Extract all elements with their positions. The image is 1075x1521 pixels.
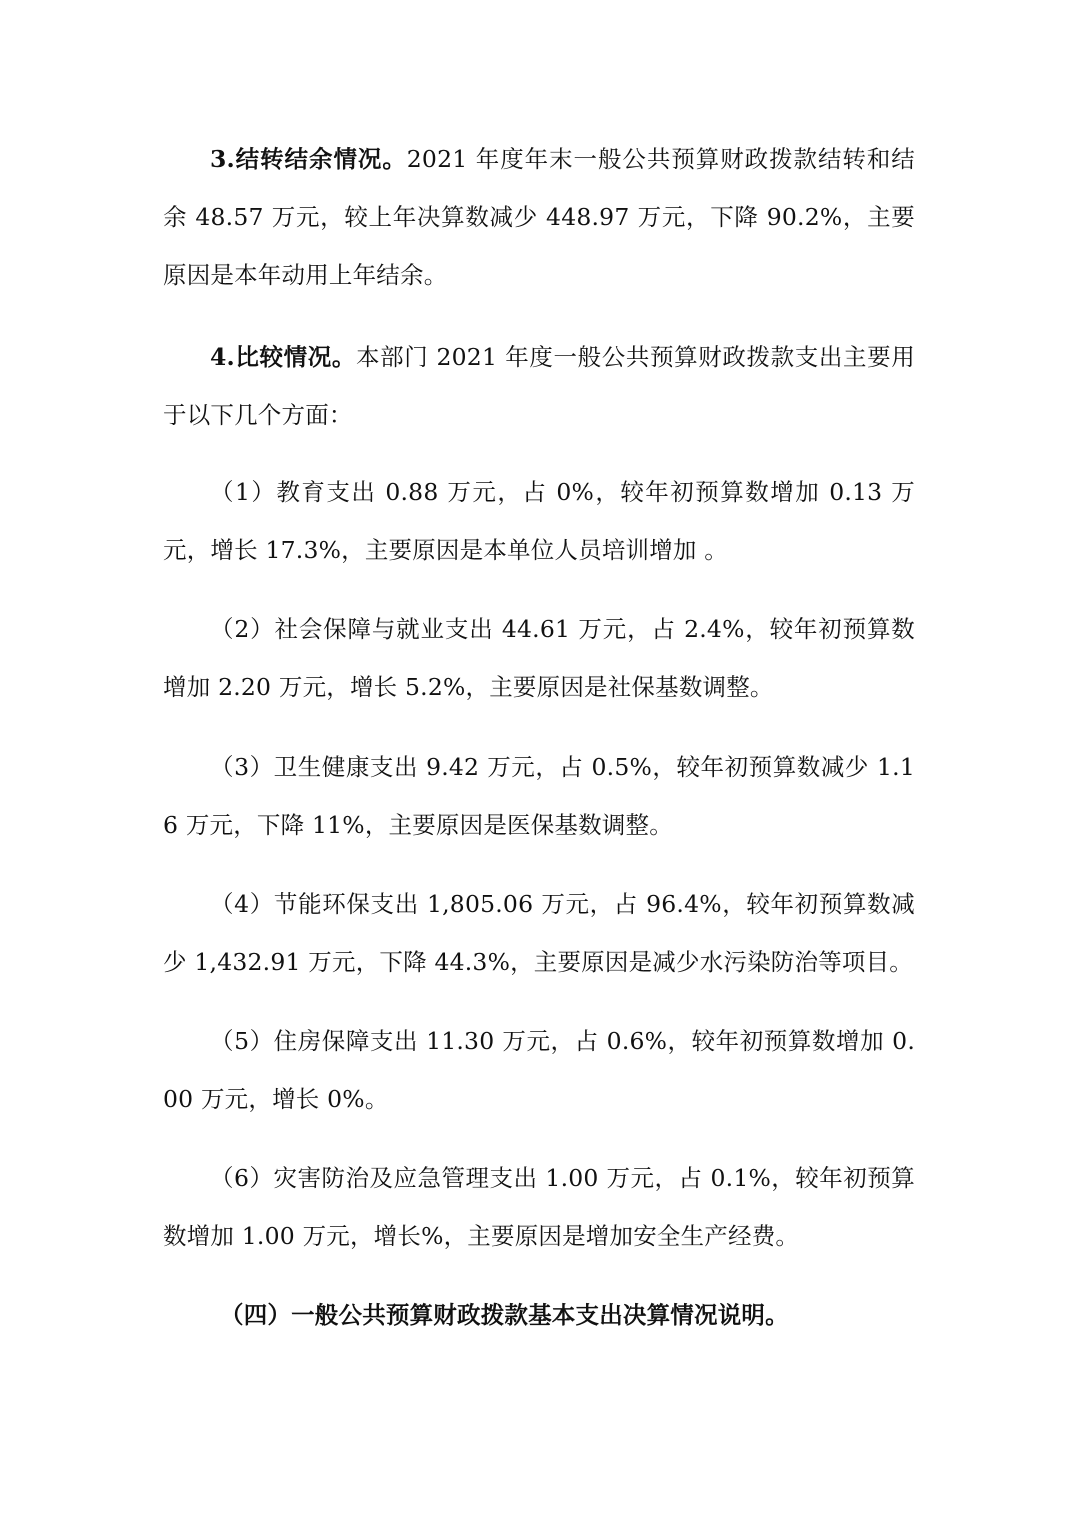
- comparison-paragraph: [163, 328, 915, 444]
- item-education: （1）教育支出 0.88 万元，占 0%，较年初预算数增加 0.13 万元，增长 17.3%，主要原因是本单位人员培训增加 。: [163, 478, 915, 564]
- carryover-paragraph: [163, 130, 915, 304]
- comparison-heading: 4.比较情况。: [210, 343, 357, 371]
- item-housing: （5）住房保障支出 11.30 万元，占 0.6%，较年初预算数增加 0.00 万元，增长 0%。: [163, 1027, 915, 1113]
- section-heading: （四）一般公共预算财政拨款基本支出决算情况说明。: [220, 1301, 789, 1329]
- item-disaster-prevention: （6）灾害防治及应急管理支出 1.00 万元，占 0.1%，较年初预算数增加 1.00 万元，增长%，主要原因是增加安全生产经费。: [163, 1164, 915, 1250]
- item-energy-environment: （4）节能环保支出 1,805.06 万元，占 96.4%，较年初预算数减少 1,432.91 万元，下降 44.3%，主要原因是减少水污染防治等项目。: [163, 890, 915, 976]
- item-social-security: （2）社会保障与就业支出 44.61 万元，占 2.4%，较年初预算数增加 2.20 万元，增长 5.2%，主要原因是社保基数调整。: [163, 615, 915, 701]
- item-health: （3）卫生健康支出 9.42 万元，占 0.5%，较年初预算数减少 1.16 万元，下降 11%，主要原因是医保基数调整。: [163, 753, 915, 839]
- carryover-heading: 3.结转结余情况。: [210, 145, 407, 173]
- carryover-body: 2021 年度年末一般公共预算财政拨款结转和结余 48.57 万元，较上年决算数减少 448.97 万元，下降 90.2%，主要原因是本年动用上年结余。: [163, 145, 915, 289]
- comparison-body: 本部门 2021 年度一般公共预算财政拨款支出主要用于以下几个方面：: [163, 343, 915, 429]
